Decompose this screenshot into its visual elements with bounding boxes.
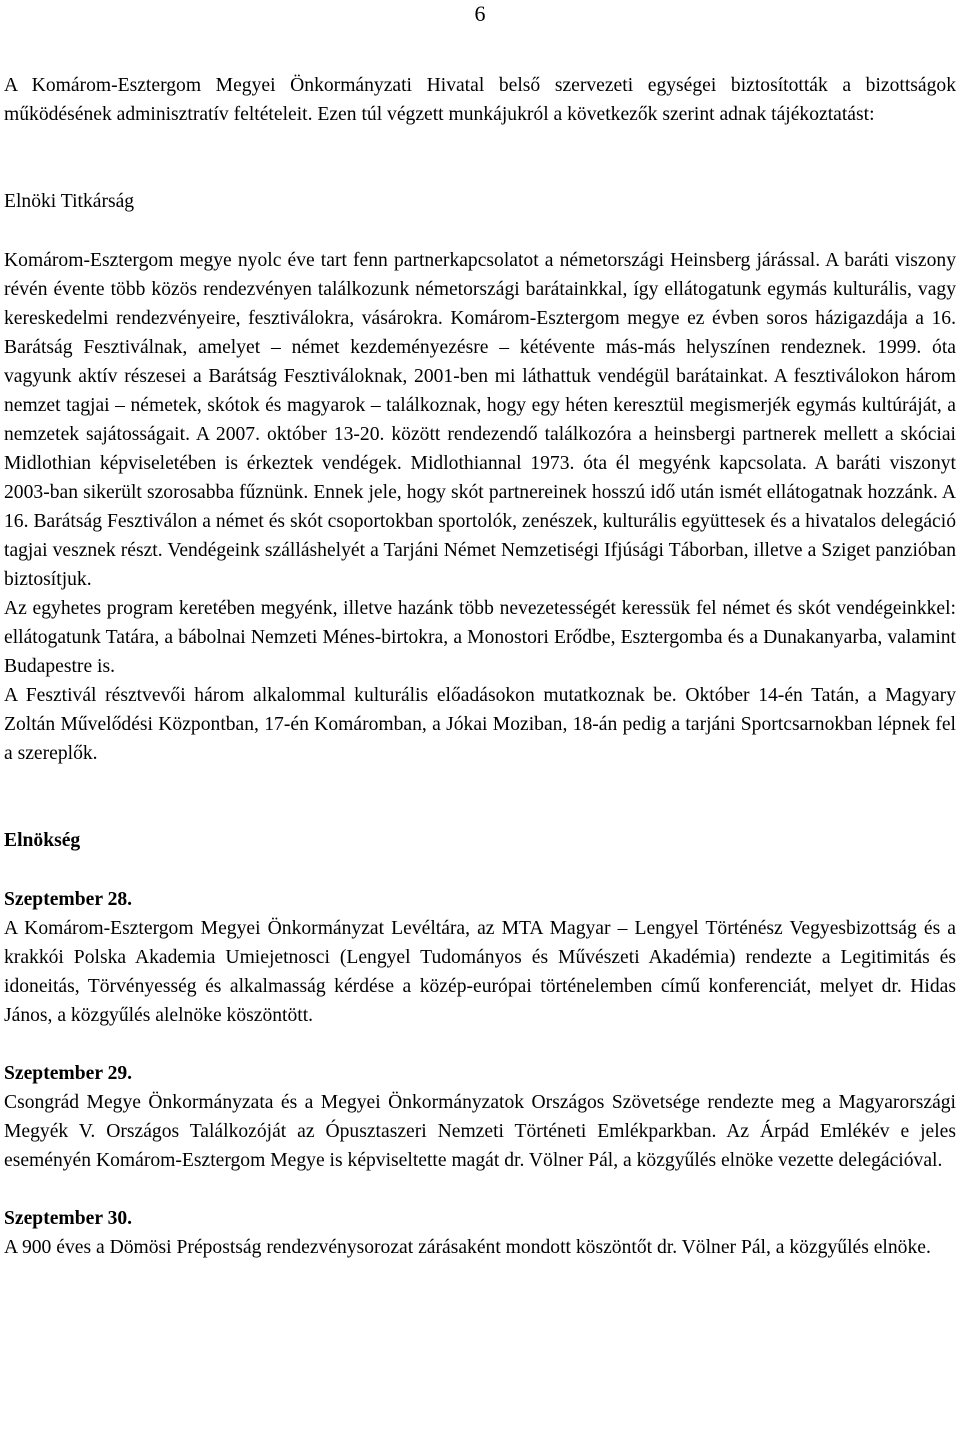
document-body: [4, 71, 956, 1262]
section-heading-elnoki-titkarsag: Elnöki Titkárság: [4, 191, 135, 212]
entry-date-sept-30: Szeptember 30.: [4, 1208, 133, 1229]
page-number: 6: [474, 1, 486, 26]
intro-paragraph: A Komárom-Esztergom Megyei Önkormányzati Hivatal belső szervezeti egységei biztosították a bizottságok működésének adminisztratív feltételeit. Ezen túl végzett munkájukról a következők szerint adnak tájékoztatást:: [4, 75, 956, 125]
entry-date-sept-29: Szeptember 29.: [4, 1063, 133, 1084]
entry-text-sept-30: A 900 éves a Dömösi Prépostság rendezvénysorozat zárásaként mondott köszöntőt dr. Völner Pál, a közgyűlés elnöke.: [4, 1237, 931, 1258]
paragraph-festival: A Fesztivál résztvevői három alkalommal kulturális előadásokon mutatkoznak be. Október 14-én Tatán, a Magyary Zoltán Művelődési Központban, 17-én Komáromban, a Jókai Moziban, 18-án pedig a tarjáni Sportcsarnokban lépnek fel a szereplők.: [4, 685, 956, 764]
entry-date-sept-28: Szeptember 28.: [4, 889, 133, 910]
entry-text-sept-28: A Komárom-Esztergom Megyei Önkormányzat Levéltára, az MTA Magyar – Lengyel Történész Vegyesbizottság és a krakkói Polska Akademia Umiejetnosci (Lengyel Tudományos és Művészeti Akadémia) rendezte a Legitimitás és idoneitás, Törvényesség és alkalmasság kérdése a közép-európai történelemben című konferenciát, melyet dr. Hidas János, a közgyűlés alelnöke köszöntött.: [4, 918, 956, 1026]
paragraph-program: Az egyhetes program keretében megyénk, illetve hazánk több nevezetességét keressük fel német és skót vendégeinkkel: ellátogatunk Tatára, a bábolnai Nemzeti Ménes-birtokra, a Monostori Erődbe, Esztergomba és a Dunakanyarba, valamint Budapestre is.: [4, 598, 956, 677]
section-heading-elnokseg: Elnökség: [4, 830, 81, 851]
entry-text-sept-29: Csongrád Megye Önkormányzata és a Megyei Önkormányzatok Országos Szövetsége rendezte meg a Magyarországi Megyék V. Országos Találkozóját az Ópusztaszeri Nemzeti Történeti Emlékparkban. Az Árpád Emlékév e jeles eseményén Komárom-Esztergom Megye is képviseltette magát dr. Völner Pál, a közgyűlés elnöke vezette delegációval.: [4, 1092, 956, 1171]
paragraph-heinsberg: Komárom-Esztergom megye nyolc éve tart fenn partnerkapcsolatot a németországi Heinsberg járással. A baráti viszony révén évente több közös rendezvényen találkozunk németországi barátainkkal, így ellátogatunk egymás kulturális, vagy kereskedelmi rendezvényeire, fesztiválokra, vásárokra. Komárom-Esztergom megye ez évben soros házigazdája a 16. Barátság Fesztiválnak, amelyet – német kezdeményezésre – kétévente más-más helyszínen rendeznek. 1999. óta vagyunk aktív részesei a Barátság Fesztiváloknak, 2001-ben mi láthattuk vendégül barátainkat. A fesztiválokon három nemzet tagjai – németek, skótok és magyarok – találkoznak, hogy egy héten keresztül megismerjék egymás kultúráját, a nemzetek sajátosságait. A 2007. október 13-20. között rendezendő találkozóra a heinsbergi partnerek mellett a skóciai Midlothian képviseletében is érkeztek vendégek. Midlothiannal 1973. óta él megyénk kapcsolata. A baráti viszonyt 2003-ban sikerült szorosabba fűznünk. Ennek jele, hogy skót partnereinek hosszú idő után ismét ellátogatnak hozzánk. A 16. Barátság Fesztiválon a német és skót csoportokban sportolók, zenészek, kulturális együttesek és a hivatalos delegáció tagjai vesznek részt. Vendégeink szálláshelyét a Tarjáni Német Nemzetiségi Ifjúsági Táborban, illetve a Sziget panzióban biztosítjuk.: [4, 250, 956, 590]
